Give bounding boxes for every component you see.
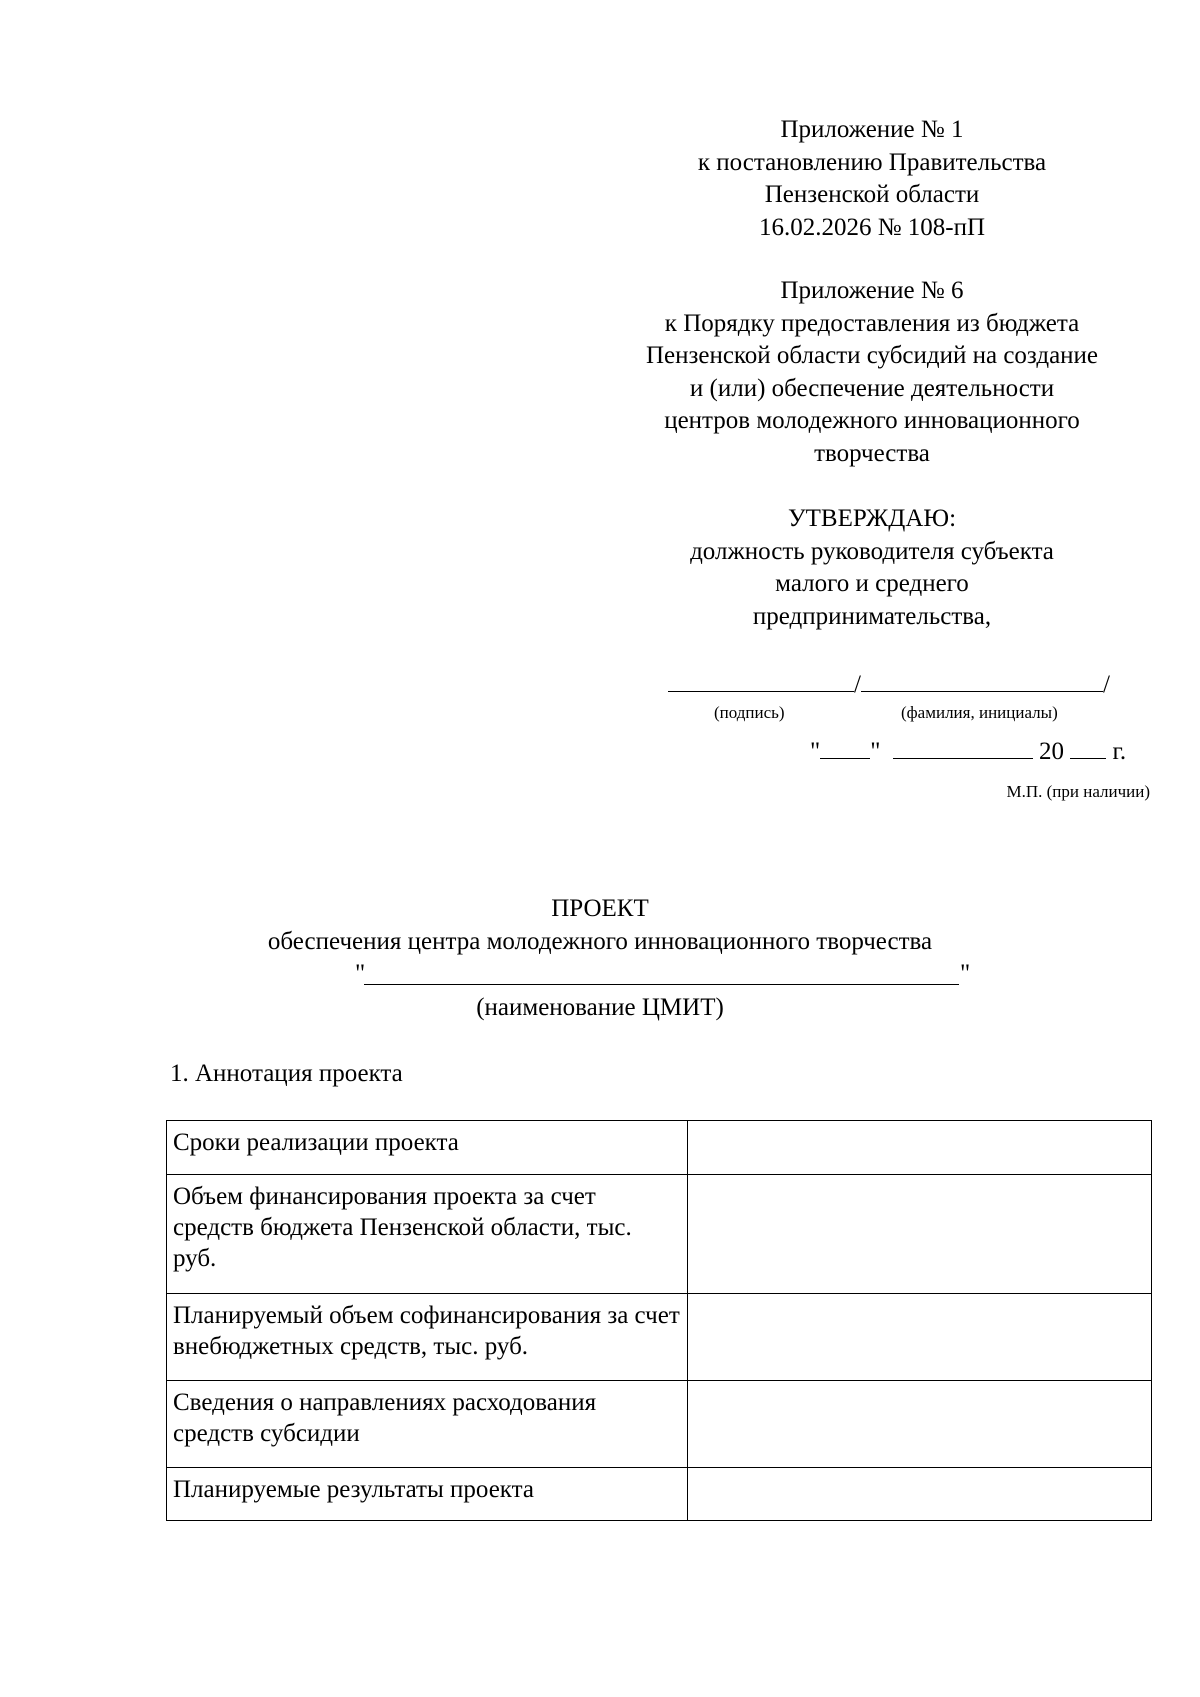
table-row	[167, 1381, 1152, 1468]
appendix-6-line: Приложение № 6	[780, 277, 964, 304]
row-value	[687, 1381, 1151, 1468]
name-close-quote: "	[960, 960, 971, 987]
signature-blank	[668, 669, 854, 692]
row-label: Планируемые результаты проекта	[167, 1468, 688, 1521]
appendix-1-line: к постановлению Правительства	[697, 148, 1047, 176]
stamp-note: М.П. (при наличии)	[1006, 782, 1150, 801]
table-row	[167, 1468, 1152, 1521]
signature-row	[668, 668, 1110, 702]
appendix-6-line: и (или) обеспечение деятельности	[689, 374, 1055, 402]
project-name-caption: (наименование ЦМИТ)	[476, 994, 724, 1021]
year-prefix: 20	[1038, 738, 1064, 765]
name-open-quote: "	[355, 960, 366, 987]
row-label: Объем финансирования проекта за счет средств бюджета Пензенской области, тыс. руб.	[167, 1175, 688, 1294]
appendix-6-line: Пензенской области субсидий на создание	[645, 342, 1099, 369]
table-row	[167, 1294, 1152, 1381]
project-name-blank	[364, 984, 959, 985]
resolution-date-number: 16.02.2026 № 108-пП	[758, 213, 986, 241]
month-blank	[893, 736, 1033, 759]
table-row	[167, 1175, 1152, 1294]
project-subtitle: обеспечения центра молодежного инновационного творчества	[267, 927, 933, 955]
date-open-quote: "	[810, 738, 821, 765]
annotation-table	[166, 1120, 1152, 1521]
approval-line: малого и среднего	[775, 570, 969, 597]
approval-heading: УТВЕРЖДАЮ:	[787, 505, 957, 532]
name-caption: (фамилия, инициалы)	[901, 703, 1058, 722]
signature-separator: /	[854, 671, 861, 698]
year-blank	[1070, 736, 1106, 759]
row-value	[687, 1175, 1151, 1294]
row-value	[687, 1468, 1151, 1521]
appendix-6-line: творчества	[814, 439, 930, 467]
signature-captions	[668, 701, 1116, 725]
approval-line: предпринимательства,	[752, 602, 992, 630]
signature-separator-end: /	[1102, 671, 1110, 698]
appendix-6-line: центров молодежного инновационного	[664, 407, 1080, 434]
appendix-1-line: Приложение № 1	[780, 116, 964, 143]
signature-caption: (подпись)	[714, 703, 785, 722]
date-row	[810, 735, 1150, 769]
section-heading: 1. Аннотация проекта	[170, 1060, 403, 1087]
row-value	[687, 1294, 1151, 1381]
project-title: ПРОЕКТ	[551, 895, 649, 922]
approval-line: должность руководителя субъекта	[690, 537, 1054, 565]
row-label: Сроки реализации проекта	[167, 1121, 688, 1175]
name-blank	[861, 669, 1103, 692]
appendix-1-header	[612, 114, 1132, 244]
project-title-block	[0, 893, 1200, 1025]
year-suffix: г.	[1112, 738, 1127, 765]
row-label: Планируемый объем софинансирования за счет внебюджетных средств, тыс. руб.	[167, 1294, 688, 1381]
day-blank	[820, 736, 870, 759]
project-name-line	[0, 958, 1200, 992]
table-row	[167, 1121, 1152, 1175]
approval-block	[612, 503, 1132, 633]
appendix-6-line: к Порядку предоставления из бюджета	[664, 309, 1080, 337]
date-close-quote: "	[870, 738, 881, 765]
appendix-1-line: Пензенской области	[764, 181, 980, 208]
row-value	[687, 1121, 1151, 1175]
row-label: Сведения о направлениях расходования средств субсидии	[167, 1381, 688, 1468]
appendix-6-header	[612, 275, 1132, 470]
